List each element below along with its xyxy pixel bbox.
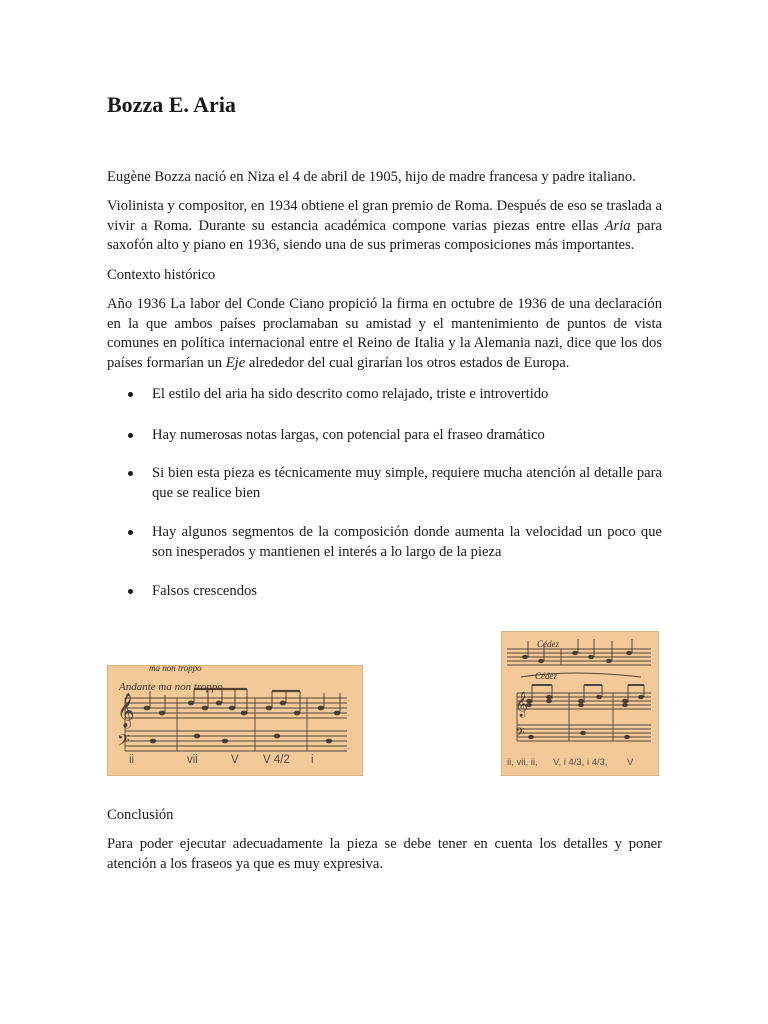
list-item: [107, 582, 662, 602]
score-image-cedez: [501, 631, 659, 776]
bullet-icon: [128, 530, 133, 535]
context-heading: Contexto histórico: [107, 267, 216, 283]
roman-numeral: V 4/2: [263, 754, 290, 766]
bullet-icon: [128, 433, 133, 438]
svg-text:𝄞: 𝄞: [515, 692, 529, 717]
eje-italic: Eje: [225, 354, 246, 371]
svg-text:𝄢: 𝄢: [515, 725, 525, 743]
tempo-marking: Andante ma non troppo: [119, 681, 223, 693]
roman-numeral: ii, vii, ii,: [507, 757, 538, 768]
list-item: [107, 464, 662, 503]
tempo-marking-top: ma non troppo: [149, 665, 202, 673]
paragraph-biography: Eugène Bozza nació en Niza el 4 de abril de 1905, hijo de madre francesa y padre italiano.: [107, 169, 636, 185]
bullet-icon: [128, 589, 133, 594]
bullet-icon: [128, 471, 133, 476]
score-image-andante: [107, 665, 363, 776]
list-item-text: Hay numerosas notas largas, con potencial para el fraseo dramático: [152, 427, 545, 443]
list-item-text: Si bien esta pieza es técnicamente muy simple, requiere mucha atención al detalle para que se realice bien: [152, 465, 662, 501]
roman-numeral: V: [627, 757, 634, 768]
list-item-text: Hay algunos segmentos de la composición donde aumenta la velocidad un poco que son inesperados y mantienen el interés a lo largo de la pieza: [152, 524, 662, 560]
roman-numeral: V: [231, 754, 239, 766]
conclusion-heading: Conclusión: [107, 807, 174, 823]
aria-italic: Aria: [604, 217, 631, 234]
list-item: [107, 523, 662, 562]
paragraph-career: [107, 197, 662, 256]
paragraph-career-text-2: para saxofón alto y piano en 1936, siendo una de sus primeras composiciones más importantes.: [107, 217, 662, 253]
roman-numeral: ii: [129, 754, 135, 766]
paragraph-career-text-1: Violinista y compositor, en 1934 obtiene el gran premio de Roma. Después de eso se traslada a vivir a Roma. Durante su estancia académica compone varias piezas entre ellas: [107, 198, 662, 234]
bullet-icon: [128, 392, 133, 397]
roman-numeral: vii: [187, 754, 198, 766]
svg-text:𝄞: 𝄞: [117, 693, 135, 728]
list-item: [107, 385, 662, 405]
paragraph-context: [107, 295, 662, 373]
list-item-text: Falsos crescendos: [152, 583, 257, 599]
paragraph-context-text-1: Año 1936 La labor del Conde Ciano propició la firma en octubre de 1936 de una declaración en la que ambos países proclamaban su amistad y el mantenimiento de puntos de vista comunes en política internacional entre el Reino de Italia y la Alemania nazi, dice que los dos países formarían un: [107, 296, 662, 371]
paragraph-conclusion: Para poder ejecutar adecuadamente la pieza se debe tener en cuenta los detalles y poner atención a los fraseos ya que es muy expresiva.: [107, 836, 662, 872]
cedez-marking-mid: Cédez: [535, 671, 557, 681]
roman-numeral: V, i 4/3, i 4/3,: [553, 757, 608, 768]
page-title: Bozza E. Aria: [107, 92, 236, 117]
svg-text:𝄢: 𝄢: [117, 730, 130, 754]
cedez-marking-top: Cédez: [537, 639, 559, 649]
roman-numeral: i: [311, 754, 314, 766]
list-item: [107, 426, 662, 446]
paragraph-context-text-2: alrededor del cual girarían los otros estados de Europa.: [245, 354, 570, 371]
score-notation-2: [501, 631, 659, 776]
list-item-text: El estilo del aria ha sido descrito como relajado, triste e introvertido: [152, 386, 549, 402]
